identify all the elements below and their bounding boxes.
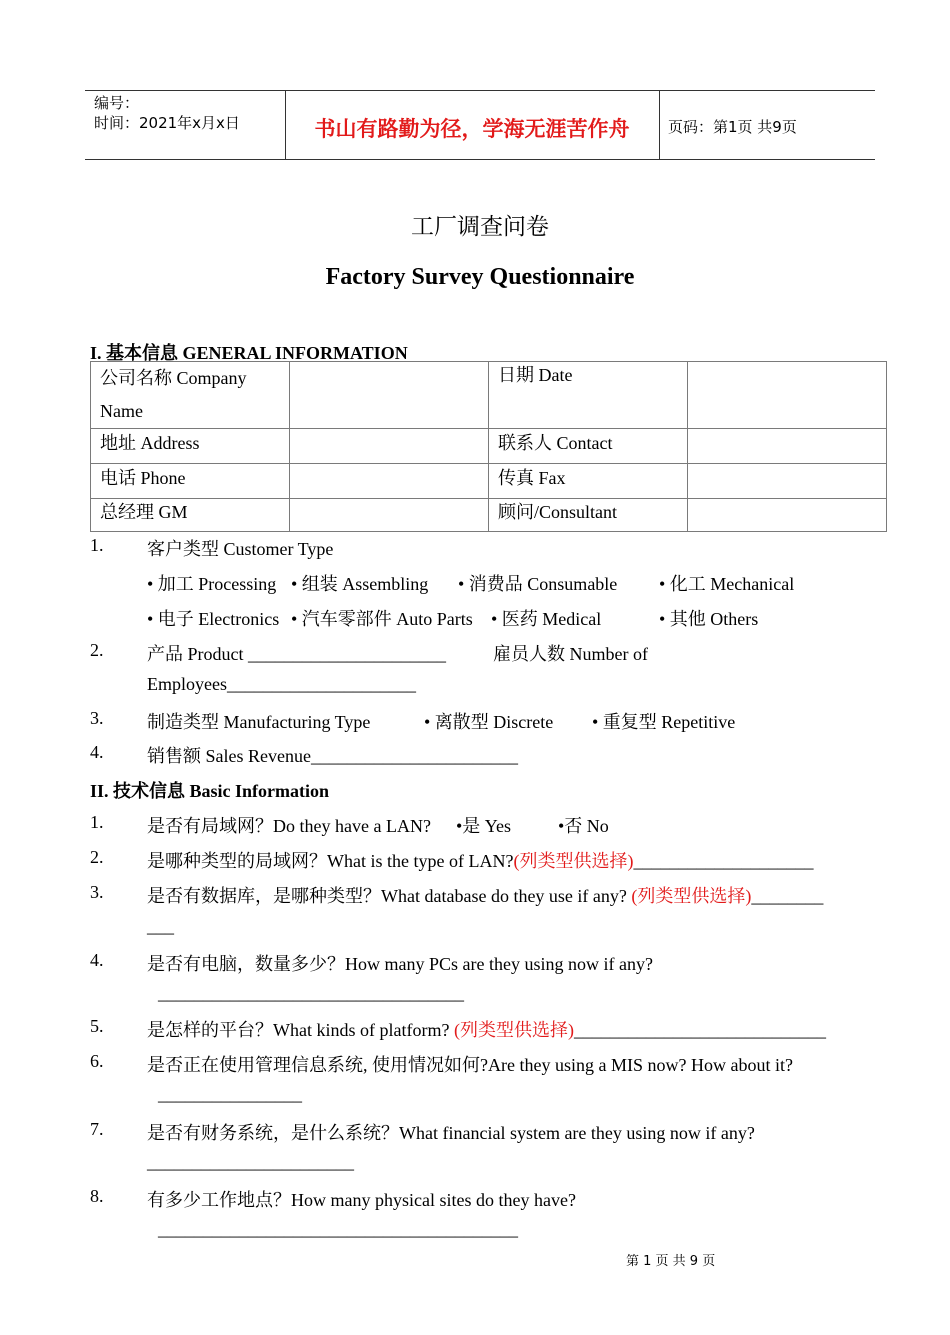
question-financial-system: 是否有财务系统，是什么系统？What financial system are they using now if any?	[147, 1123, 755, 1143]
question-pcs: 是否有电脑，数量多少？How many PCs are they using now if any?	[147, 954, 653, 974]
option-yes[interactable]: •是 Yes	[456, 816, 511, 836]
question-text: 是否有数据库，是哪种类型？What database do they use if any?	[147, 886, 632, 906]
table-cell: 传真 Fax	[489, 464, 688, 499]
table-cell: 地址 Address	[91, 429, 290, 464]
question-employees[interactable]: Employees_____________________	[147, 674, 416, 694]
answer-line[interactable]: ____________________	[633, 851, 814, 871]
question-mis: 是否正在使用管理信息系统, 使用情况如何?Are they using a MIS now? How about it?	[147, 1055, 793, 1075]
option-medical[interactable]: • 医药 Medical	[491, 609, 602, 629]
answer-line[interactable]: ____________________________	[573, 1020, 826, 1040]
table-row	[91, 499, 887, 532]
table-cell[interactable]	[290, 464, 489, 499]
answer-line[interactable]: ___	[147, 916, 174, 936]
header-motto: 书山有路勤为径，学海无涯苦作舟	[314, 117, 630, 141]
table-cell[interactable]	[688, 464, 887, 499]
question-manufacturing-type: 制造类型 Manufacturing Type	[147, 712, 371, 732]
table-cell: 电话 Phone	[91, 464, 290, 499]
question-platform[interactable]	[147, 1016, 826, 1042]
question-database[interactable]	[147, 882, 823, 908]
question-employees-label: 雇员人数 Number of	[493, 644, 648, 664]
table-row	[91, 362, 887, 429]
option-electronics[interactable]: • 电子 Electronics	[147, 609, 280, 629]
question-number: 3.	[90, 708, 104, 728]
table-cell[interactable]	[290, 429, 489, 464]
table-cell[interactable]	[290, 362, 489, 429]
header-date: 时间：2021年x月x日	[94, 114, 240, 132]
title-english: Factory Survey Questionnaire	[325, 264, 635, 290]
table-cell: 联系人 Contact	[489, 429, 688, 464]
question-number: 7.	[90, 1119, 104, 1139]
page-footer: 第 1 页 共 9 页	[626, 1254, 716, 1269]
question-number: 3.	[90, 882, 104, 902]
table-row	[91, 464, 887, 499]
question-text: 是怎样的平台？What kinds of platform?	[147, 1020, 454, 1040]
question-text: 是哪种类型的局域网？What is the type of LAN?	[147, 851, 514, 871]
option-assembling[interactable]: • 组装 Assembling	[291, 574, 429, 594]
table-cell[interactable]	[688, 362, 887, 429]
question-sales-revenue[interactable]: 销售额 Sales Revenue_______________________	[147, 746, 518, 766]
table-cell: 顾问/Consultant	[489, 499, 688, 532]
option-repetitive[interactable]: • 重复型 Repetitive	[592, 712, 736, 732]
question-number: 6.	[90, 1051, 104, 1071]
choice-note: (列类型供选择)	[453, 1020, 574, 1040]
option-mechanical[interactable]: • 化工 Mechanical	[659, 574, 795, 594]
answer-line[interactable]: ________	[751, 886, 824, 906]
general-info-table	[90, 361, 887, 532]
table-cell: 总经理 GM	[91, 499, 290, 532]
option-no[interactable]: •否 No	[558, 816, 609, 836]
header-divider	[659, 91, 660, 159]
question-number: 2.	[90, 847, 104, 867]
header-number: 编号：	[94, 94, 140, 112]
answer-line[interactable]: __________________________________	[158, 983, 464, 1003]
answer-line[interactable]: _______________________	[147, 1152, 354, 1172]
question-lan-type[interactable]	[147, 847, 813, 873]
table-cell: 日期 Date	[489, 362, 688, 429]
page-header	[85, 90, 875, 160]
option-consumable[interactable]: • 消费品 Consumable	[458, 574, 618, 594]
question-number: 5.	[90, 1016, 104, 1036]
answer-line[interactable]: ________________	[158, 1084, 302, 1104]
title-chinese: 工厂调查问卷	[411, 214, 549, 240]
table-cell[interactable]	[688, 429, 887, 464]
option-auto-parts[interactable]: • 汽车零部件 Auto Parts	[291, 609, 473, 629]
header-meta	[94, 93, 240, 133]
table-cell: 公司名称 Company Name	[91, 362, 290, 429]
question-number: 4.	[90, 742, 104, 762]
table-cell[interactable]	[688, 499, 887, 532]
question-number: 1.	[90, 812, 104, 832]
option-discrete[interactable]: • 离散型 Discrete	[424, 712, 554, 732]
question-lan: 是否有局域网？Do they have a LAN?	[147, 816, 431, 836]
header-page: 页码：第1页 共9页	[668, 118, 797, 136]
table-cell[interactable]	[290, 499, 489, 532]
option-processing[interactable]: • 加工 Processing	[147, 574, 277, 594]
section-heading-technical: II. 技术信息 Basic Information	[90, 781, 330, 801]
option-others[interactable]: • 其他 Others	[659, 609, 759, 629]
question-product[interactable]: 产品 Product ______________________	[147, 644, 446, 664]
choice-note: (列类型供选择)	[631, 886, 752, 906]
question-number: 8.	[90, 1186, 104, 1206]
question-customer-type: 客户类型 Customer Type	[147, 539, 334, 559]
question-number: 4.	[90, 950, 104, 970]
section-heading-general: I. 基本信息 GENERAL INFORMATION	[90, 343, 408, 363]
question-sites: 有多少工作地点？How many physical sites do they have?	[147, 1190, 576, 1210]
choice-note: (列类型供选择)	[513, 851, 634, 871]
question-number: 2.	[90, 640, 104, 660]
question-number: 1.	[90, 535, 104, 555]
answer-line[interactable]: ________________________________________	[158, 1219, 518, 1239]
table-row	[91, 429, 887, 464]
